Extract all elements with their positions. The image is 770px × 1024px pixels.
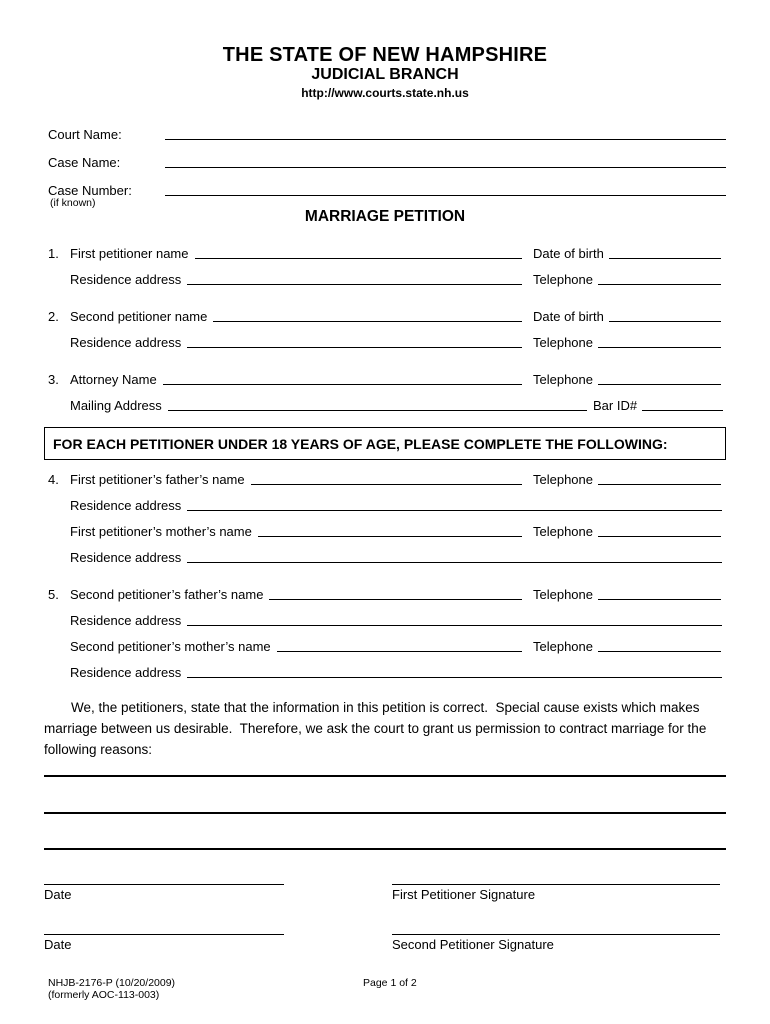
- date-of-birth-label: Date of birth: [533, 309, 604, 324]
- telephone-label: Telephone: [533, 639, 593, 654]
- residence-address-label: Residence address: [70, 335, 182, 350]
- telephone-field-group: [533, 272, 726, 287]
- item-3-attorney: [44, 367, 726, 413]
- reasons-fill-line-1[interactable]: [44, 760, 726, 777]
- case-name-fill-line[interactable]: [165, 167, 726, 168]
- dob-field-group: [533, 246, 726, 261]
- case-number-row: [44, 177, 726, 209]
- first-petitioner-address-row: [44, 267, 726, 287]
- first-father-address-row: [44, 493, 726, 513]
- telephone-field-group: [533, 372, 726, 387]
- telephone-field-group: [533, 587, 726, 602]
- case-name-row: [44, 149, 726, 170]
- first-date-cell: [44, 884, 284, 903]
- under-18-notice-box: FOR EACH PETITIONER UNDER 18 YEARS OF AGE, PLEASE COMPLETE THE FOLLOWING:: [44, 427, 726, 460]
- date-of-birth-label: Date of birth: [533, 246, 604, 261]
- second-petitioner-name-label: Second petitioner name: [70, 309, 208, 324]
- item-3-number: 3.: [48, 372, 59, 387]
- first-petitioner-address-fill-line[interactable]: [187, 284, 522, 285]
- attorney-name-fill-line[interactable]: [163, 384, 522, 385]
- first-mother-address-row: [44, 545, 726, 565]
- item-2-number: 2.: [48, 309, 59, 324]
- telephone-field-group: [533, 639, 726, 654]
- first-father-name-row: [44, 467, 726, 487]
- attorney-mailing-row: [44, 393, 726, 413]
- telephone-label: Telephone: [533, 372, 593, 387]
- telephone-field-group: [533, 472, 726, 487]
- second-signature-cell: [392, 934, 720, 953]
- signature-gap: [284, 934, 392, 953]
- first-mother-telephone-fill-line[interactable]: [598, 536, 721, 537]
- first-mother-address-fill-line[interactable]: [187, 562, 722, 563]
- item-5-number: 5.: [48, 587, 59, 602]
- second-petitioner-dob-fill-line[interactable]: [609, 321, 721, 322]
- bar-id-label: Bar ID#: [593, 398, 638, 413]
- bar-id-field-group: [593, 398, 726, 413]
- first-mother-name-fill-line[interactable]: [258, 536, 522, 537]
- petitioner-items-block: [44, 241, 726, 413]
- formerly-number: (formerly AOC-113-003): [48, 989, 160, 1001]
- second-date-cell: [44, 934, 284, 953]
- if-known-note: (if known): [50, 197, 96, 209]
- second-mother-name-fill-line[interactable]: [277, 651, 522, 652]
- second-mother-name-label: Second petitioner’s mother’s name: [70, 639, 271, 654]
- first-signature-cell: [392, 884, 720, 903]
- first-signature-row: [44, 884, 726, 903]
- courts-website-url[interactable]: http://www.courts.state.nh.us: [301, 86, 469, 100]
- first-petitioner-name-fill-line[interactable]: [195, 258, 523, 259]
- first-father-name-label: First petitioner’s father’s name: [70, 472, 245, 487]
- telephone-label: Telephone: [533, 335, 593, 350]
- bar-id-fill-line[interactable]: [642, 410, 723, 411]
- second-father-name-row: [44, 582, 726, 602]
- form-number-block: [48, 977, 175, 1001]
- residence-address-label: Residence address: [70, 613, 182, 628]
- attorney-name-label: Attorney Name: [70, 372, 157, 387]
- item-5-second-petitioner-parents: [44, 582, 726, 680]
- residence-address-label: Residence address: [70, 272, 182, 287]
- first-mother-name-row: [44, 519, 726, 539]
- judicial-branch-subtitle: JUDICIAL BRANCH: [311, 66, 459, 83]
- dob-field-group: [533, 309, 726, 324]
- item-4-number: 4.: [48, 472, 59, 487]
- second-father-address-row: [44, 608, 726, 628]
- date-label: Date: [44, 937, 72, 952]
- second-mother-address-row: [44, 660, 726, 680]
- state-title: THE STATE OF NEW HAMPSHIRE: [222, 44, 548, 66]
- court-name-fill-line[interactable]: [165, 139, 726, 140]
- second-mother-telephone-fill-line[interactable]: [598, 651, 721, 652]
- attorney-telephone-fill-line[interactable]: [598, 384, 721, 385]
- court-name-row: [44, 121, 726, 142]
- residence-address-label: Residence address: [70, 665, 182, 680]
- signature-gap: [284, 884, 392, 903]
- telephone-label: Telephone: [533, 272, 593, 287]
- case-number-label: Case Number:: [48, 183, 132, 198]
- form-title: MARRIAGE PETITION: [304, 208, 466, 225]
- first-father-address-fill-line[interactable]: [187, 510, 722, 511]
- second-signature-row: [44, 934, 726, 953]
- first-father-telephone-fill-line[interactable]: [598, 484, 721, 485]
- mailing-address-label: Mailing Address: [70, 398, 162, 413]
- second-petitioner-address-row: [44, 330, 726, 350]
- second-petitioner-name-fill-line[interactable]: [213, 321, 522, 322]
- attorney-name-row: [44, 367, 726, 387]
- first-mother-name-label: First petitioner’s mother’s name: [70, 524, 252, 539]
- mailing-address-fill-line[interactable]: [168, 410, 587, 411]
- telephone-label: Telephone: [533, 524, 593, 539]
- reasons-fill-line-2[interactable]: [44, 777, 726, 814]
- residence-address-label: Residence address: [70, 550, 182, 565]
- date-label: Date: [44, 887, 72, 902]
- minor-parents-block: [44, 467, 726, 680]
- page-indicator: Page 1 of 2: [363, 977, 417, 989]
- item-2-second-petitioner: [44, 304, 726, 350]
- second-father-telephone-fill-line[interactable]: [598, 599, 721, 600]
- court-info-block: [44, 121, 726, 209]
- telephone-field-group: [533, 335, 726, 350]
- item-1-first-petitioner: [44, 241, 726, 287]
- first-petitioner-dob-fill-line[interactable]: [609, 258, 721, 259]
- first-petitioner-telephone-fill-line[interactable]: [598, 284, 721, 285]
- first-petitioner-name-row: [44, 241, 726, 261]
- first-petitioner-name-label: First petitioner name: [70, 246, 189, 261]
- second-father-name-label: Second petitioner’s father’s name: [70, 587, 264, 602]
- second-petitioner-telephone-fill-line[interactable]: [598, 347, 721, 348]
- telephone-label: Telephone: [533, 472, 593, 487]
- item-4-first-petitioner-parents: [44, 467, 726, 565]
- telephone-label: Telephone: [533, 587, 593, 602]
- second-mother-address-fill-line[interactable]: [187, 677, 722, 678]
- second-petitioner-name-row: [44, 304, 726, 324]
- case-name-label: Case Name:: [48, 155, 121, 170]
- telephone-field-group: [533, 524, 726, 539]
- second-father-name-fill-line[interactable]: [269, 599, 522, 600]
- case-number-fill-line[interactable]: [165, 195, 726, 196]
- form-number: NHJB-2176-P (10/20/2009): [48, 977, 176, 989]
- second-mother-name-row: [44, 634, 726, 654]
- item-1-number: 1.: [48, 246, 59, 261]
- reasons-fill-line-3[interactable]: [44, 814, 726, 850]
- second-petitioner-signature-label: Second Petitioner Signature: [392, 937, 554, 952]
- residence-address-label: Residence address: [70, 498, 182, 513]
- second-father-address-fill-line[interactable]: [187, 625, 722, 626]
- petition-statement: We, the petitioners, state that the information in this petition is correct. Special cause exists which makes marriage between us desirable. Therefore, we ask the court to grant us permission to contract marriage for the following reasons:: [44, 700, 707, 757]
- court-name-label: Court Name:: [48, 127, 122, 142]
- first-petitioner-signature-label: First Petitioner Signature: [392, 887, 536, 902]
- second-petitioner-address-fill-line[interactable]: [187, 347, 522, 348]
- first-father-name-fill-line[interactable]: [251, 484, 522, 485]
